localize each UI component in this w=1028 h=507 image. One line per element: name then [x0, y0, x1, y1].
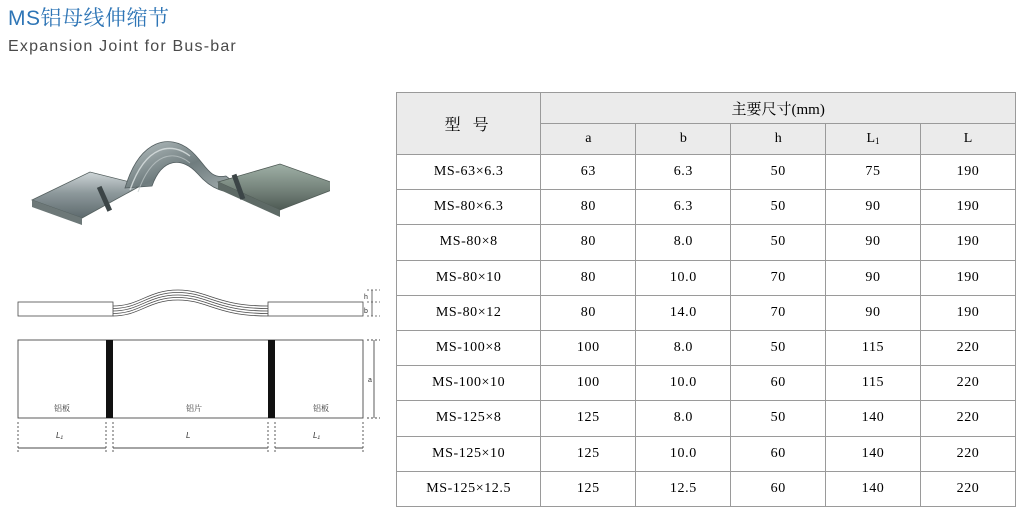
table-head [397, 93, 1016, 155]
cell-l: 220 [921, 330, 1016, 365]
cell-b: 6.3 [636, 190, 731, 225]
cell-l: 190 [921, 190, 1016, 225]
cell-a: 125 [541, 401, 636, 436]
cell-b: 8.0 [636, 225, 731, 260]
cell-model: MS-80×12 [397, 295, 541, 330]
cell-h: 50 [731, 155, 826, 190]
cell-a: 100 [541, 366, 636, 401]
dim-label-b: b [364, 308, 368, 315]
cell-model: MS-100×8 [397, 330, 541, 365]
page-header [8, 6, 608, 58]
cell-b: 12.5 [636, 471, 731, 506]
label-dim-l1-right: L₁ [313, 431, 320, 440]
header-a: a [541, 124, 636, 155]
cell-l: 190 [921, 155, 1016, 190]
dim-label-a: a [368, 377, 372, 384]
cell-h: 60 [731, 471, 826, 506]
cell-model: MS-80×8 [397, 225, 541, 260]
label-plate-left: 铝板 [54, 404, 70, 413]
table-row [397, 471, 1016, 506]
specification-table [396, 92, 1016, 507]
cell-model: MS-80×6.3 [397, 190, 541, 225]
cell-l: 220 [921, 366, 1016, 401]
cell-a: 80 [541, 190, 636, 225]
cell-h: 50 [731, 190, 826, 225]
cell-h: 50 [731, 330, 826, 365]
cell-l: 190 [921, 260, 1016, 295]
cell-l1: 115 [826, 366, 921, 401]
page-subtitle: Expansion Joint for Bus-bar [8, 38, 237, 55]
cell-l1: 140 [826, 471, 921, 506]
table-body [397, 155, 1016, 507]
cell-h: 60 [731, 366, 826, 401]
cell-model: MS-80×10 [397, 260, 541, 295]
cell-b: 10.0 [636, 436, 731, 471]
cell-a: 125 [541, 436, 636, 471]
header-model: 型 号 [397, 93, 541, 155]
figure-area [0, 90, 390, 490]
cell-a: 80 [541, 260, 636, 295]
cell-l1: 115 [826, 330, 921, 365]
label-dim-l-center: L [186, 431, 191, 440]
dim-label-h: h [364, 294, 368, 301]
cell-l1: 140 [826, 436, 921, 471]
cell-a: 125 [541, 471, 636, 506]
table-row [397, 190, 1016, 225]
cell-h: 50 [731, 401, 826, 436]
cell-l: 220 [921, 471, 1016, 506]
cell-l: 220 [921, 401, 1016, 436]
header-l: L [921, 124, 1016, 155]
header-l1-base: L [866, 131, 876, 146]
header-l1 [826, 124, 921, 155]
table-row [397, 366, 1016, 401]
cell-h: 70 [731, 295, 826, 330]
cell-b: 8.0 [636, 330, 731, 365]
cell-b: 14.0 [636, 295, 731, 330]
table-row [397, 225, 1016, 260]
table-row [397, 401, 1016, 436]
header-l1-sub: 1 [875, 136, 880, 146]
cell-l: 190 [921, 225, 1016, 260]
cell-a: 100 [541, 330, 636, 365]
cell-l: 190 [921, 295, 1016, 330]
cell-b: 8.0 [636, 401, 731, 436]
cell-b: 10.0 [636, 366, 731, 401]
cell-b: 10.0 [636, 260, 731, 295]
product-photo [30, 130, 330, 250]
table-row [397, 330, 1016, 365]
table-row [397, 155, 1016, 190]
cell-h: 50 [731, 225, 826, 260]
table-row [397, 260, 1016, 295]
cell-a: 80 [541, 225, 636, 260]
cell-h: 60 [731, 436, 826, 471]
page-title: MS铝母线伸缩节 [8, 7, 170, 30]
cell-a: 63 [541, 155, 636, 190]
cell-l1: 90 [826, 295, 921, 330]
cell-l1: 90 [826, 190, 921, 225]
cell-h: 70 [731, 260, 826, 295]
cell-model: MS-125×12.5 [397, 471, 541, 506]
cell-l1: 90 [826, 225, 921, 260]
header-h: h [731, 124, 826, 155]
table-row [397, 436, 1016, 471]
cell-l1: 140 [826, 401, 921, 436]
cell-model: MS-125×8 [397, 401, 541, 436]
table-row [397, 295, 1016, 330]
cell-b: 6.3 [636, 155, 731, 190]
cell-model: MS-63×6.3 [397, 155, 541, 190]
header-main-dimensions: 主要尺寸(mm) [541, 93, 1016, 124]
label-foil-center: 铝片 [186, 404, 202, 413]
cell-l: 220 [921, 436, 1016, 471]
table-header-row-1 [397, 93, 1016, 124]
label-dim-l1-left: L₁ [56, 431, 63, 440]
cell-model: MS-100×10 [397, 366, 541, 401]
cell-l1: 90 [826, 260, 921, 295]
cell-model: MS-125×10 [397, 436, 541, 471]
label-plate-right: 铝板 [313, 404, 329, 413]
cell-a: 80 [541, 295, 636, 330]
cell-l1: 75 [826, 155, 921, 190]
header-b: b [636, 124, 731, 155]
